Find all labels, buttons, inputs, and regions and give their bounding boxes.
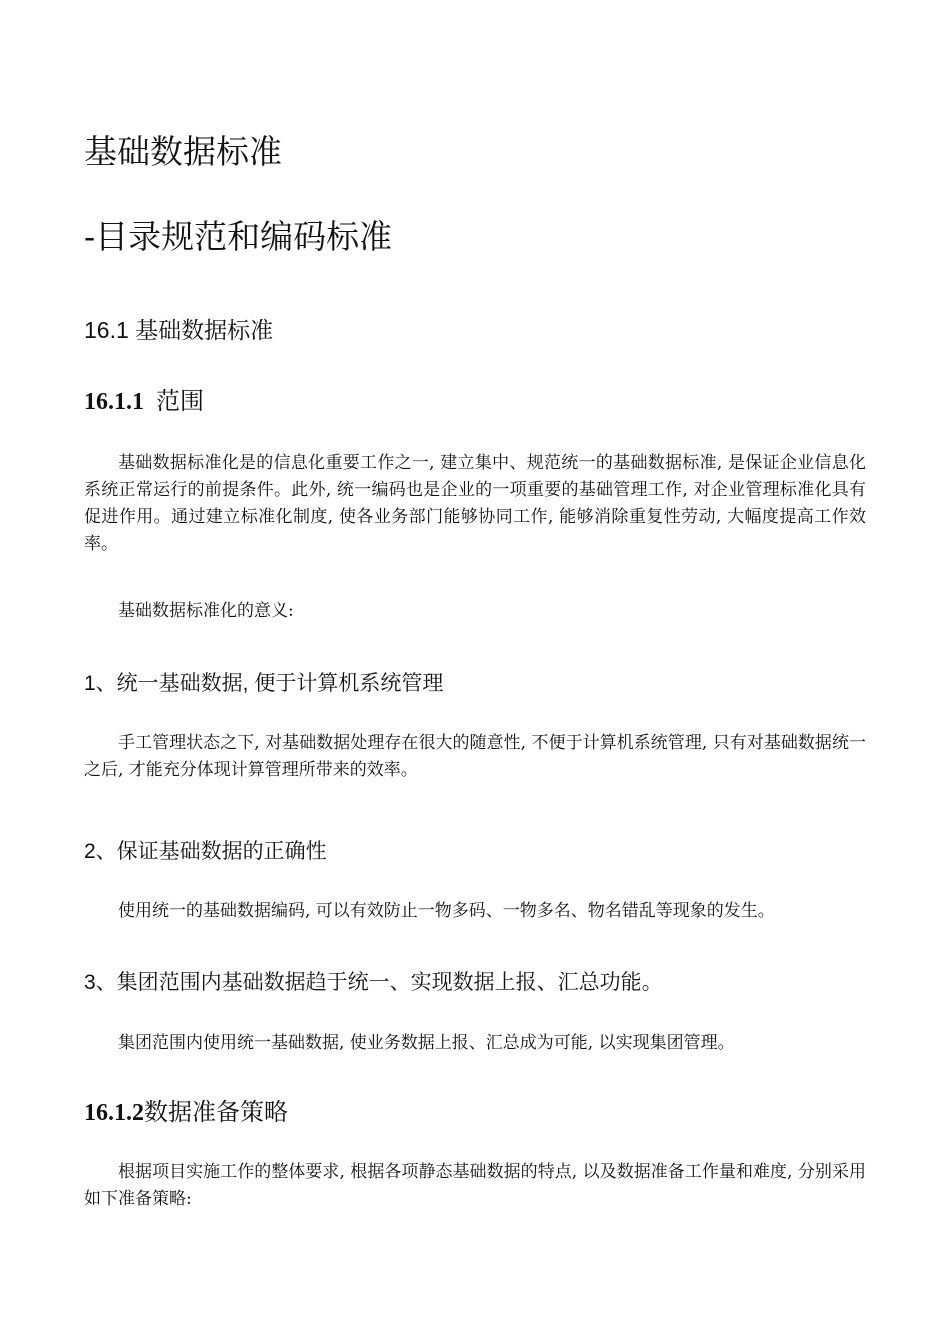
section-heading-16-1: 16.1 基础数据标准 <box>84 317 274 343</box>
paragraph-strategy: 根据项目实施工作的整体要求, 根据各项静态基础数据的特点, 以及数据准备工作量和难度, 分别采用如下准备策略: <box>84 1162 866 1209</box>
point-heading-3: 3、集团范围内基础数据趋于统一、实现数据上报、汇总功能。 <box>84 971 663 994</box>
section-number: 16.1.1 <box>84 389 144 415</box>
paragraph-intro: 基础数据标准化是的信息化重要工作之一, 建立集中、规范统一的基础数据标准, 是保证企业信息化系统正常运行的前提条件。此外, 统一编码也是企业的一项重要的基础管理工作, 对企业管理标准化具有促进作用。通过建立标准化制度, 使各业务部门能够协同工作, 能够消除重复性劳动, 大幅度提高工作效率。 <box>84 453 866 554</box>
point-text-1: 手工管理状态之下, 对基础数据处理存在很大的随意性, 不便于计算机系统管理, 只有对基础数据统一之后, 才能充分体现计算管理所带来的效率。 <box>84 733 866 780</box>
section-heading-16-1-2 <box>84 1092 288 1127</box>
point-heading-1: 1、统一基础数据, 便于计算机系统管理 <box>84 672 444 695</box>
paragraph-meaning: 基础数据标准化的意义: <box>118 601 294 621</box>
document-title-line1: 基础数据标准 <box>84 132 282 171</box>
point-heading-2: 2、保证基础数据的正确性 <box>84 840 327 863</box>
point-text-3: 集团范围内使用统一基础数据, 使业务数据上报、汇总成为可能, 以实现集团管理。 <box>118 1033 735 1053</box>
section-title: 范围 <box>156 389 204 415</box>
document-title-line2: -目录规范和编码标准 <box>84 217 393 256</box>
section-number: 16.1.2 <box>84 1100 144 1126</box>
section-heading-16-1-1 <box>84 381 204 416</box>
point-text-2: 使用统一的基础数据编码, 可以有效防止一物多码、一物多名、物名错乱等现象的发生。 <box>118 901 775 921</box>
section-title: 数据准备策略 <box>144 1100 288 1126</box>
